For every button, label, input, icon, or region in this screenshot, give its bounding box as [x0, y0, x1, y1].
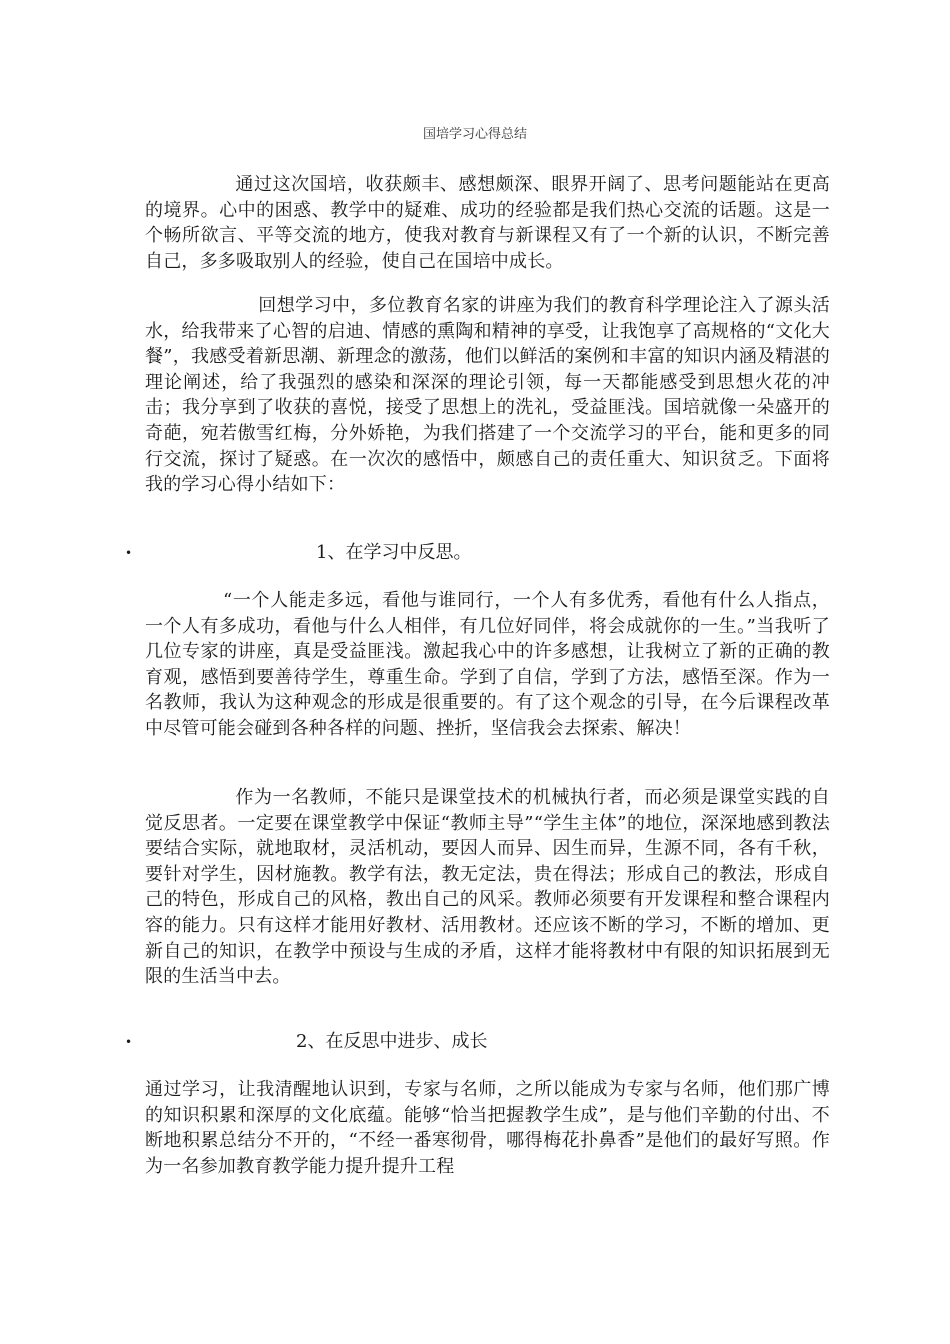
paragraph-3	[145, 588, 830, 742]
bullet-marker: •	[125, 1035, 133, 1049]
section-heading-1	[0, 540, 950, 566]
paragraph-2-text: 回想学习中，多位教育名家的讲座为我们的教育科学理论注入了源头活水，给我带来了心智的启迪、情感的熏陶和精神的享受，让我饱享了高规格的“文化大餐”，我感受着新思潮、新理念的激荡，他们以鲜活的案例和丰富的知识内涵及精湛的理论阐述，给了我强烈的感染和深深的理论引领，每一天都能感受到思想火花的冲击；我分享到了收获的喜悦，接受了思想上的洗礼，受益匪浅。国培就像一朵盛开的奇葩，宛若傲雪红梅，分外娇艳，为我们搭建了一个交流学习的平台，能和更多的同行交流，探讨了疑惑。在一次次的感悟中，颇感自己的责任重大、知识贫乏。下面将我的学习心得小结如下：	[145, 295, 830, 496]
paragraph-3-text: “一个人能走多远，看他与谁同行，一个人有多优秀，看他有什么人指点，一个人有多成功，看他与什么人相伴，有几位好同伴，将会成就你的一生。”当我听了几位专家的讲座，真是受益匪浅。激起我心中的许多感想，让我树立了新的正确的教育观，感悟到要善待学生，尊重生命。学到了自信，学到了方法，感悟至深。作为一名教师，我认为这种观念的形成是很重要的。有了这个观念的引导，在今后课程改革中尽管可能会碰到各种各样的问题、挫折，坚信我会去探索、解决！	[145, 590, 830, 739]
section-heading-1-text: 1、在学习中反思。	[316, 542, 472, 563]
paragraph-5	[145, 1077, 830, 1179]
paragraph-5-text: 通过学习，让我清醒地认识到，专家与名师，之所以能成为专家与名师，他们那广博的知识积累和深厚的文化底蕴。能够“恰当把握教学生成”，是与他们辛勤的付出、不断地积累总结分不开的，“不经一番寒彻骨，哪得梅花扑鼻香”是他们的最好写照。作为一名参加教育教学能力提升提升工程	[145, 1079, 830, 1177]
paragraph-2	[145, 293, 830, 498]
paragraph-1-text: 通过这次国培，收获颇丰、感想颇深、眼界开阔了、思考问题能站在更高的境界。心中的困惑、教学中的疑难、成功的经验都是我们热心交流的话题。这是一个畅所欲言、平等交流的地方，使我对教育与新课程又有了一个新的认识，不断完善自己，多多吸取别人的经验，使自己在国培中成长。	[145, 174, 830, 272]
paragraph-4-text: 作为一名教师，不能只是课堂技术的机械执行者，而必须是课堂实践的自觉反思者。一定要在课堂教学中保证“教师主导”“学生主体”的地位，深深地感到教法要结合实际，就地取材，灵活机动，要因人而异、因生而异，生源不同，各有千秋，要针对学生，因材施教。教学有法，教无定法，贵在得法；形成自己的教法，形成自己的特色，形成自己的风格，教出自己的风采。教师必须要有开发课程和整合课程内容的能力。只有这样才能用好教材、活用教材。还应该不断的学习，不断的增加、更新自己的知识，在教学中预设与生成的矛盾，这样才能将教材中有限的知识拓展到无限的生活当中去。	[145, 787, 830, 988]
bullet-marker: •	[125, 546, 133, 560]
section-heading-2	[0, 1029, 950, 1055]
document-title: 国培学习心得总结	[422, 127, 527, 142]
section-heading-2-text: 2、在反思中进步、成长	[296, 1031, 488, 1052]
paragraph-4	[145, 785, 830, 990]
paragraph-1	[145, 172, 830, 274]
